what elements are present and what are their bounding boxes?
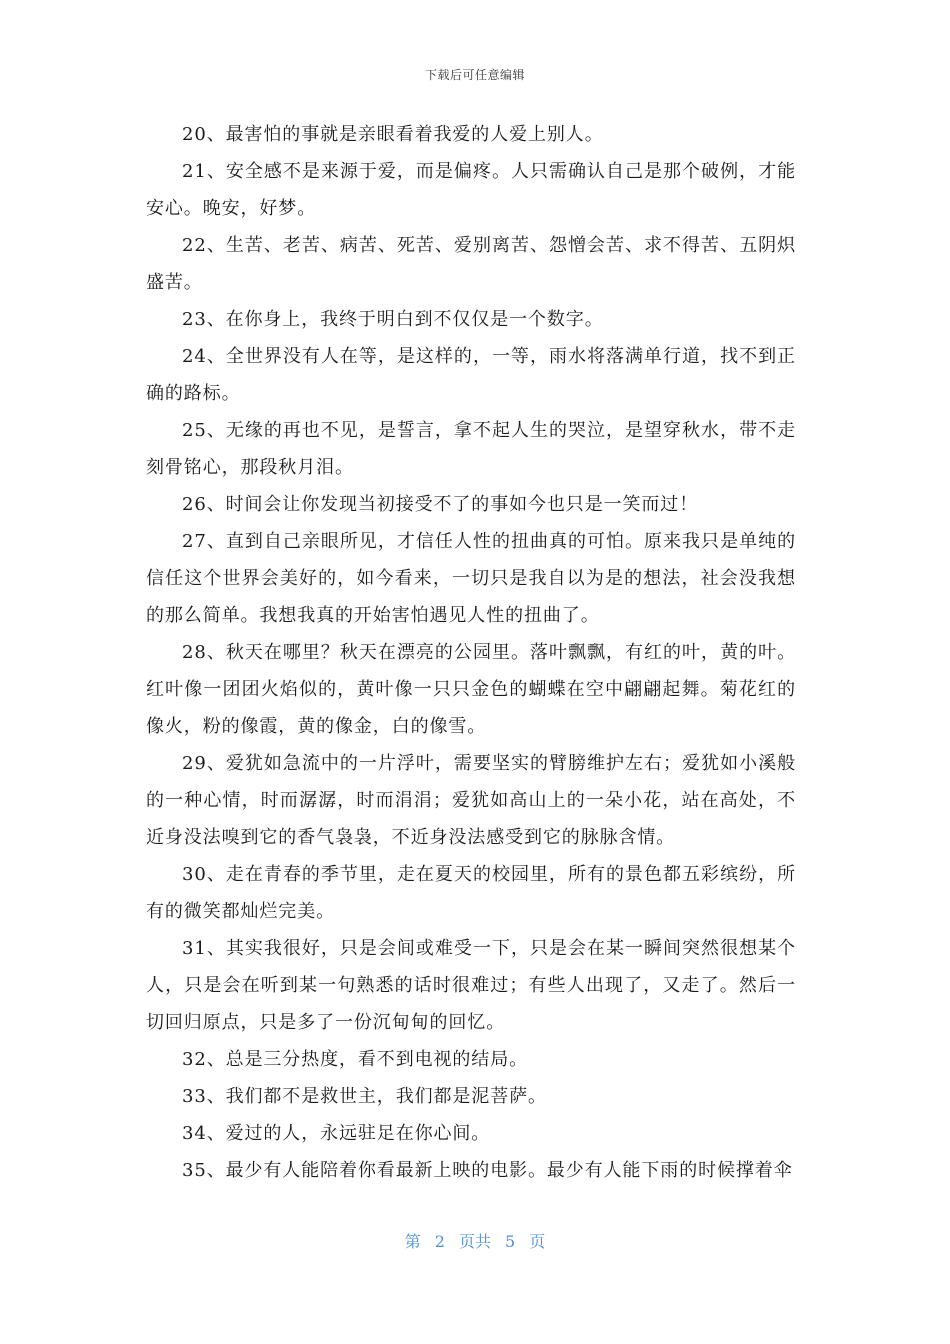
paragraph: 35、最少有人能陪着你看最新上映的电影。最少有人能下雨的时候撑着伞: [182, 1160, 793, 1181]
paragraph: 21、安全感不是来源于爱，而是偏疼。人只需确认自己是那个破例，才能安心。晚安，好梦。: [146, 161, 796, 219]
footer-suffix: 页: [529, 1232, 546, 1251]
footer-prefix: 第: [404, 1232, 421, 1251]
document-body: [146, 116, 796, 1189]
paragraph: 30、走在青春的季节里，走在夏天的校园里，所有的景色都五彩缤纷，所有的微笑都灿烂完美。: [146, 864, 796, 922]
paragraph: 31、其实我很好，只是会间或难受一下，只是会在某一瞬间突然很想某个人，只是会在听到某一句熟悉的话时很难过；有些人出现了，又走了。然后一切回归原点，只是多了一份沉甸甸的回忆。: [146, 938, 796, 1033]
paragraph: 34、爱过的人，永远驻足在你心间。: [182, 1123, 491, 1144]
footer-middle: 页共: [458, 1232, 491, 1251]
paragraph: 32、总是三分热度，看不到电视的结局。: [182, 1049, 529, 1070]
paragraph: 22、生苦、老苦、病苦、死苦、爱别离苦、怨憎会苦、求不得苦、五阴炽盛苦。: [146, 235, 796, 293]
current-page-number: 2: [434, 1232, 445, 1251]
page-footer: [0, 1229, 950, 1252]
paragraph: 26、时间会让你发现当初接受不了的事如今也只是一笑而过！: [182, 494, 699, 515]
paragraph: 27、直到自己亲眼所见，才信任人性的扭曲真的可怕。原来我只是单纯的信任这个世界会美好的，如今看来，一切只是我自以为是的想法，社会没我想的那么简单。我想我真的开始害怕遇见人性的扭曲了。: [146, 531, 796, 626]
paragraph: 23、在你身上，我终于明白到不仅仅是一个数字。: [182, 309, 604, 330]
total-pages-number: 5: [505, 1232, 516, 1251]
paragraph: 20、最害怕的事就是亲眼看着我爱的人爱上别人。: [182, 124, 604, 145]
paragraph: 28、秋天在哪里？秋天在漂亮的公园里。落叶飘飘，有红的叶，黄的叶。红叶像一团团火焰似的，黄叶像一只只金色的蝴蝶在空中翩翩起舞。菊花红的像火，粉的像霞，黄的像金，白的像雪。: [146, 642, 796, 737]
page-header: 下载后可任意编辑: [424, 68, 525, 82]
paragraph: 25、无缘的再也不见，是誓言，拿不起人生的哭泣，是望穿秋水，带不走刻骨铭心，那段秋月泪。: [146, 420, 796, 478]
paragraph: 24、全世界没有人在等，是这样的，一等，雨水将落满单行道，找不到正确的路标。: [146, 346, 796, 404]
paragraph: 33、我们都不是救世主，我们都是泥菩萨。: [182, 1086, 547, 1107]
paragraph: 29、爱犹如急流中的一片浮叶，需要坚实的臂膀维护左右；爱犹如小溪般的一种心情，时而潺潺，时而涓涓；爱犹如高山上的一朵小花，站在高处，不近身没法嗅到它的香气袅袅，不近身没法感受到它的脉脉含情。: [146, 753, 796, 848]
